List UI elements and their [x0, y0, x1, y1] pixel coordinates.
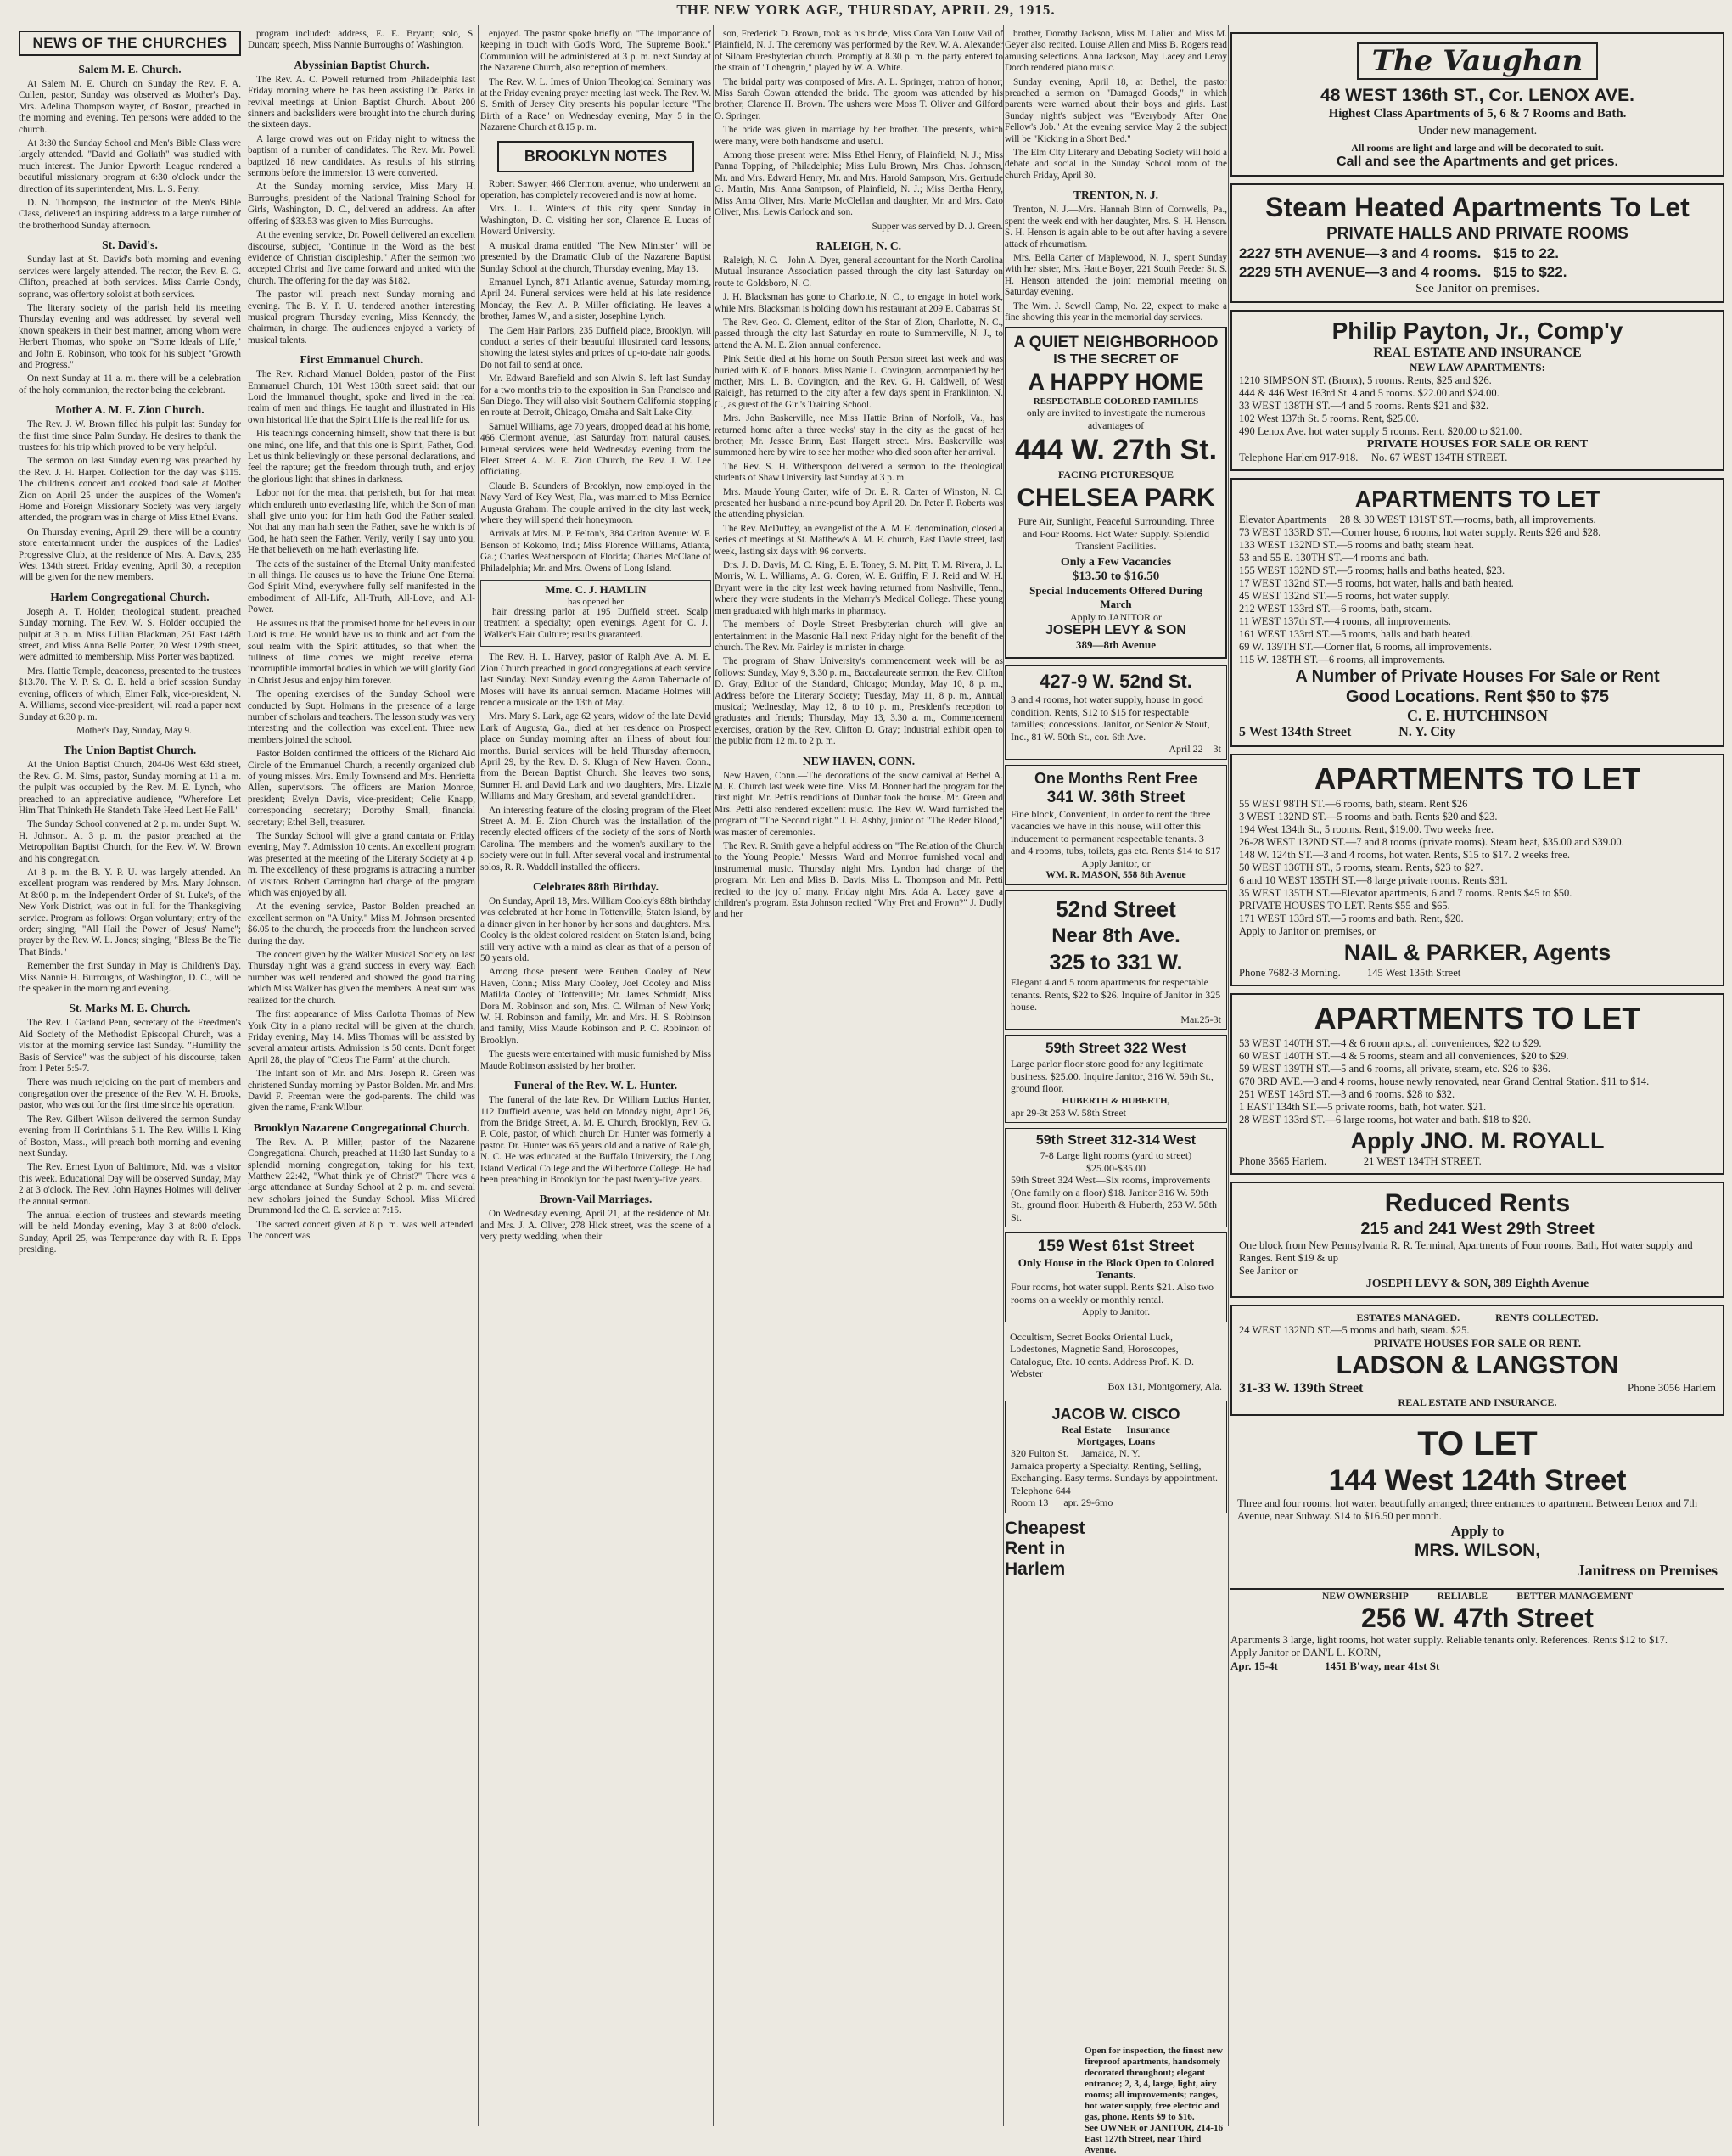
article-paragraph: program included: address, E. E. Bryant; solo, S. Duncan; speech, Miss Nannie Burroughs of Washington. [248, 29, 475, 51]
article-paragraph: Supper was served by D. J. Green. [872, 221, 1003, 232]
article-paragraph: The bride was given in marriage by her brother. The presents, which were many, were both handsome and useful. [715, 125, 1003, 147]
ad-line: Mortgages, Loans [1077, 1435, 1155, 1448]
article-paragraph: The annual election of trustees and stewards meeting will be held Monday evening, May 3 at 8:00 o'clock. Sunday, April 25, was Temperance day with R. F. Epps presiding. [19, 1210, 241, 1255]
article-heading: Salem M. E. Church. [78, 63, 182, 76]
article-paragraph: The Rev. Ernest Lyon of Baltimore, Md. was a visitor this week. Educational Day will be observed Sunday, May 2 at 3 o'clock. The Rev. John Haynes Holmes will deliver the annual sermon. [19, 1162, 241, 1207]
ad-line: 7-8 Large light rooms (yard to street) $25.00-$35.00 [1040, 1149, 1192, 1174]
article-paragraph: Robert Sawyer, 466 Clermont avenue, who underwent an operation, has completely recovered and is now at home. [480, 178, 711, 201]
listing-line: 148 W. 124th ST.—3 and 4 rooms, hot water. Rents, $15 to $17. 2 weeks free. [1239, 849, 1571, 861]
listing-line: 35 WEST 135TH ST.—Elevator apartments, 6 and 7 rooms. Rents $45 to $50. [1239, 887, 1572, 899]
article-paragraph: The Rev. W. L. Imes of Union Theological Seminary was at the Friday evening prayer meeting last week. The Rev. W. S. Smith of Jersey City presents his popular lecture "The Birth of a Race" on Wednesday evening, May 5 in the Nazarene Church at 8.15 p. m. [480, 76, 711, 133]
article-paragraph: The guests were entertained with music furnished by Miss Maude Robinson assisted by her brother. [480, 1049, 711, 1071]
ad-steam-heated [1230, 183, 1724, 303]
notice-body: hair dressing parlor at 195 Duffield street. Scalp treatment a specialty; open evenings. Agent for C. J. Walker's Hair Culture; results guaranteed. [484, 607, 708, 640]
article-paragraph: The Rev. H. L. Harvey, pastor of Ralph Ave. A. M. E. Zion Church preached in good congregations at each service last Sunday. Next Sunday evening the Aaron Tabernacle of Moses will have its annual sermon. Madame Holmes will render a musicale on the 13th of May. [480, 652, 711, 708]
article-heading: The Union Baptist Church. [63, 744, 197, 757]
listing-line: 670 3RD AVE.—3 and 4 rooms, house newly renovated, near Grand Central Station. $11 to $14. [1239, 1075, 1650, 1087]
listing-line: 45 WEST 132nd ST.—5 rooms, hot water supply. [1239, 590, 1450, 602]
ad-line: PRIVATE HALLS AND PRIVATE ROOMS [1326, 225, 1628, 243]
ad-341-west-36th [1005, 765, 1227, 886]
ad-line: A HAPPY HOME [1028, 369, 1204, 396]
article-paragraph: The Rev. McDuffey, an evangelist of the A. M. E. denomination, closed a series of meetings at St. Matthew's A. M. E. church, East Davie street, last week, lasting six days with 96 converts. [715, 523, 1003, 557]
listing-line: Phone 3565 Harlem. 21 WEST 134TH STREET. [1239, 1155, 1482, 1167]
article-heading: First Emmanuel Church. [300, 353, 423, 367]
article-paragraph: The sermon on last Sunday evening was preached by the Rev. J. H. Harper. Collection for the day was $115. The children's concert and cooked food sale at Mother Zion on April 25 under the auspices of the Women's Home and Foreign Missionary Society was very largely attended, the program was in charge of Miss Ethel Evans. [19, 456, 241, 524]
listing-line: 171 WEST 133rd ST.—5 rooms and bath. Rent, $20. [1239, 912, 1464, 924]
ad-line: Mar.25-3t [1180, 1013, 1221, 1025]
brooklyn-notes-heading: BROOKLYN NOTES [497, 141, 694, 172]
listing-line: 28 WEST 133rd ST.—6 large rooms, hot water and bath. $18 to $20. [1239, 1114, 1532, 1126]
listing-line: 55 WEST 98TH ST.—6 rooms, bath, steam. Rent $26 [1239, 798, 1468, 810]
ad-line: WM. R. MASON, 558 8th Avenue [1045, 870, 1186, 881]
article-heading: Funeral of the Rev. W. L. Hunter. [513, 1079, 678, 1092]
ad-line: 52nd Street [1056, 896, 1176, 923]
article-paragraph: Claude B. Saunders of Brooklyn, now employed in the Navy Yard of Key West, Fla., was married to Miss Bernice Augusta Graham. The couple arrived in the city last week, where they will spend their honeymoon. [480, 480, 711, 526]
article-paragraph: The Rev. S. H. Witherspoon delivered a sermon to the theological students of Shaw University last Sunday at 3 p. m. [715, 461, 1003, 484]
article-heading: NEW HAVEN, CONN. [802, 754, 916, 767]
ad-line: 5 West 134th Street N. Y. City [1239, 725, 1455, 739]
article-heading: Brooklyn Nazarene Congregational Church. [253, 1120, 470, 1134]
article-paragraph: Mrs. Hattie Temple, deaconess, presented to the trustees $13.70. The Y. P. S. C. E. held a brief session Sunday evening, officers of which, Elmer Falk, vice-president, N. A. Williams, second vice-president, will read a paper next Sunday at 6:30 p. m. [19, 665, 241, 722]
article-paragraph: The Gem Hair Parlors, 235 Duffield place, Brooklyn, will conduct a series of their beautiful illustrated card lessons, showing the latest styles and prices of up-to-date hair goods. Do not fail to send at once. [480, 325, 711, 370]
article-paragraph: Mr. Edward Barefield and son Alwin S. left last Sunday for a two months trip to the exposition in San Francisco and San Diego. They will also visit Southern California stopping en route at Detroit, Chicago, Omaha and Salt Lake City. [480, 373, 711, 418]
ad-line: Apply to [1450, 1523, 1505, 1539]
ad-line: 2229 5TH AVENUE—3 and 4 rooms. $15 to $22. [1239, 264, 1567, 280]
listing-line: 33 WEST 138TH ST.—4 and 5 rooms. Rents $21 and $32. [1239, 400, 1489, 412]
ad-line: JACOB W. CISCO [1051, 1406, 1180, 1423]
ad-line: 144 West 124th Street [1328, 1464, 1627, 1496]
listing-line: 1210 SIMPSON ST. (Bronx), 5 rooms. Rents, $25 and $26. [1239, 374, 1492, 386]
ad-line: Apr. 15-4t 1451 B'way, near 41st St [1230, 1659, 1440, 1672]
article-heading: Mother A. M. E. Zion Church. [55, 403, 205, 417]
ad-52nd-street [1005, 890, 1227, 1030]
listing-line: 115 W. 138TH ST.—6 rooms, all improvements. [1239, 654, 1446, 665]
ad-line: NEW LAW APARTMENTS: [1410, 361, 1545, 373]
ad-line: Good Locations. Rent $50 to $75 [1345, 688, 1610, 706]
article-paragraph: Remember the first Sunday in May is Children's Day. Miss Nannie H. Burroughs, of Washington, D. C., will be the speaker in the morning and evening. [19, 961, 241, 995]
vaughan-logo: The Vaughan [1357, 42, 1599, 80]
article-paragraph: New Haven, Conn.—The decorations of the snow carnival at Bethel A. M. E. Church last week were fine. Miss M. Bonner had the program for the first night. Mr. Petti's renditions of Dunbar took the house. Mr. Green and Mrs. Petti also rendered excellent music. The Rev. W. Ward furnished the program of "The Second night." J. H. Ashby, junior of "The Reder Blood," was master of ceremonies. [715, 770, 1003, 838]
article-paragraph: His teachings concerning himself, show that there is but one mind, one life, and that this one is Spirit, Father, God. Let us think believingly on these personal declarations, and feel the rapture; get the freedom through truth, and enjoy the glorious light that shines in darkness. [248, 429, 475, 485]
article-heading: Brown-Vail Marriages. [539, 1193, 653, 1206]
ad-line: Janitress on Premises [1577, 1562, 1718, 1579]
ad-line: 59th Street 322 West [1045, 1040, 1186, 1057]
article-paragraph: On next Sunday at 11 a. m. there will be a celebration of the holy communion, the rector being the celebrant. [19, 373, 241, 396]
ad-the-vaughan [1230, 32, 1724, 177]
ad-line: A QUIET NEIGHBORHOOD [1013, 334, 1219, 352]
article-paragraph: brother, Dorothy Jackson, Miss M. Lalieu and Miss M. Geyer also recited. Louise Allen and Miss B. Rogers read amusing selections. Anna Jackson, May Lacey and Leroy Dorch rendered piano music. [1005, 29, 1227, 74]
ad-chelsea-park [1005, 327, 1227, 659]
column-6 [1230, 29, 1724, 2125]
ad-line: 320 Fulton St. Jamaica, N. Y. [1011, 1447, 1141, 1460]
listing-line: One block from New Pennsylvania R. R. Terminal, Apartments of Four rooms, Bath, Hot water supply and Ranges. Rent $19 & up [1239, 1239, 1693, 1264]
article-paragraph: The Rev. J. W. Brown filled his pulpit last Sunday for the first time since Palm Sunday. He desires to thank the trustees for his trip which proved to be very helpful. [19, 419, 241, 452]
ad-line: NEW OWNERSHIP RELIABLE BETTER MANAGEMENT [1322, 1592, 1633, 1602]
article-paragraph: The Rev. Richard Manuel Bolden, pastor of the First Emmanuel Church, 101 West 130th street said: that our Lord the Immanuel thought, spoke and lived in the real realm of men and things. He taught and illustrated in His own historical life that the Spirit Life is the real life for us. [248, 369, 475, 425]
article-heading: Abyssinian Baptist Church. [294, 58, 429, 71]
article-paragraph: At the evening service, Pastor Bolden preached an excellent sermon on "A Unity." Miss M. Johnson presented $6.05 to the church, the proceeds from the luncheon served during the day. [248, 901, 475, 946]
ad-line: PRIVATE HOUSES FOR SALE OR RENT. [1373, 1337, 1582, 1350]
ad-line: Fine block, Convenient, In order to rent the three vacancies we have in this house, will offer this inducement to permanent respectable tenants. 3 and 4 rooms, tubs, toilets, gas etc. Rents $14 to $17 [1011, 807, 1221, 857]
article-paragraph: The opening exercises of the Sunday School were conducted by Supt. Holmans in the presence of a large number of scholars and teachers. The lesson study was very interesting and the collection was excellent. Three new members joined the school. [248, 689, 475, 745]
article-paragraph: An interesting feature of the closing program of the Fleet Street A. M. E. Zion Church was the installation of the recently elected officers of the society of the sons of North Carolina. The members and the women's auxiliary to the society were out in full. After several vocal and instrumental solos, R. R. Waddell installed the officers. [480, 805, 711, 873]
ad-line: Special Inducements Offered During March [1029, 583, 1202, 610]
article-paragraph: The Elm City Literary and Debating Society will hold a debate and social in the Sunday School room of the church Friday, April 30. [1005, 148, 1227, 181]
listing-line: 24 WEST 132ND ST.—5 rooms and bath, steam. $25. [1239, 1324, 1470, 1336]
ad-line: APARTMENTS TO LET [1354, 486, 1600, 512]
ad-line: Room 13 apr. 29-6mo [1011, 1496, 1113, 1509]
ad-59th-street-322 [1005, 1035, 1227, 1123]
ad-reduced-rents [1230, 1182, 1724, 1298]
notice-subtitle: has opened her [568, 597, 624, 608]
ad-line: See Janitor on premises. [1415, 282, 1539, 295]
article-paragraph: The Rev. I. Garland Penn, secretary of the Freedmen's Aid Society of the Methodist Episcopal Church, was a visitor at the morning service last Sunday. "Humility the Basis of Service" was the subject of his discourse, taken from I Peter 5:5-7. [19, 1018, 241, 1075]
listing-line: 490 Lenox Ave. hot water supply 5 rooms. Rent, $20.00 to $21.00. [1239, 425, 1522, 437]
ad-ladson-langston [1230, 1305, 1724, 1416]
ad-line: Elegant 4 and 5 room apartments for respectable tenants. Rents, $22 to $26. Inquire of Janitor in 325 house. [1011, 976, 1221, 1013]
ad-line: NAIL & PARKER, Agents [1343, 940, 1611, 965]
listing-line: Apartments 3 large, light rooms, hot water supply. Reliable tenants only. References. Rents $12 to $17. [1230, 1634, 1668, 1646]
ad-line: apr 29-3t 253 W. 58th Street [1011, 1106, 1126, 1119]
ad-philip-payton [1230, 310, 1724, 471]
article-paragraph: The literary society of the parish held its meeting Thursday evening and was addressed by several well known speakers in their best manner, among whom were Herbert Thomas, who spoke on "Some Ideals of Life," and John E. Robinson, who took for his subject "Growth and Progress." [19, 302, 241, 370]
ad-line: April 22—3t [1169, 743, 1221, 755]
listing-line: Apply Janitor or DAN'L L. KORN, [1230, 1647, 1382, 1659]
ad-line: Occultism, Secret Books Oriental Luck, Lodestones, Magnetic Sand, Horoscopes, Catalogue, Etc. 10 cents. Address Prof. K. D. Webster [1010, 1330, 1194, 1380]
article-paragraph: The members of Doyle Street Presbyterian church will give an entertainment in the Masonic Hall next Friday night for the benefit of the church. The Rev. Mr. Fairley is minister in charge. [715, 620, 1003, 653]
listing-line: 212 WEST 133rd ST.—6 rooms, bath, steam. [1239, 603, 1432, 615]
article-paragraph: Arrivals at Mrs. M. P. Felton's, 384 Carlton Avenue: W. F. Benson of Kokomo, Ind.; Miss Florence Williams, Atlanta, Ga.; Charles Weatherspoon of Florida; Charles McClane of Philadelphia; Mr. and Mrs. Owens of Long Island. [480, 529, 711, 574]
ad-144-west-124th [1230, 1423, 1724, 1581]
listing-line: 73 WEST 133RD ST.—Corner house, 6 rooms, hot water supply. Rents $26 and $28. [1239, 526, 1601, 538]
ad-line: Real Estate Insurance [1062, 1423, 1170, 1436]
news-of-churches-banner: NEWS OF THE CHURCHES [19, 31, 241, 56]
article-paragraph: The acts of the sustainer of the Eternal Unity manifested in all things. He causes us to have the Triune One Eternal God Spirit Mind, everywhere fully self manifested in the embodiment of All-Life, All-Truth, All-Love, and All-Power. [248, 559, 475, 615]
ad-59th-street-312 [1005, 1128, 1227, 1227]
ad-cheapest-rent [1005, 1519, 1227, 1580]
cheapest-rent-block [1005, 1519, 1083, 1580]
article-paragraph: At 8 p. m. the B. Y. P. U. was largely attended. An excellent program was rendered by Mrs. Mary Johnson. At 8:00 p. m. the Independent Order of St. Luke's, of the New York District, was out in full for the Thanksgiving service. Program as follows: Organ voluntary; entry of the order; singing, "All Hail the Power of Jesus' Name"; prayer by the Rev. W. L. Jones; singing, "Bless Be the Tie That Binds." [19, 867, 241, 957]
article-paragraph: Trenton, N. J.—Mrs. Hannah Binn of Cornwells, Pa., spent the week end with her daughter, Mrs. S. H. Henson. S. H. Henson is again able to be out after having a severe attack of rheumatism. [1005, 205, 1227, 250]
ad-line: Rent in [1005, 1538, 1066, 1558]
ad-line: Only House in the Block Open to Colored Tenants. [1017, 1256, 1214, 1282]
article-paragraph: At the evening service, Dr. Powell delivered an excellent discourse, subject, "Continue in the Word as the best evidence of Christian discipleship." After the sermon two accepted Christ and five came forward and united with the church. The offering for the day was $182. [248, 230, 475, 286]
ad-line: $13.50 to $16.50 [1072, 569, 1160, 583]
article-paragraph: Mrs. Mary S. Lark, age 62 years, widow of the late David Lark of Augusta, Ga., died at her residence on Prospect place on Sunday morning after an illness of about four months. Burial services will be held Thursday afternoon, April 29, by the Rev. D. S. Klugh of New Haven, Conn., from the Berean Baptist Church. She leaves two sons, Sumner H. and David Lark and two daughters, Mrs. Lizzie Williams and Mary Gresham, and several grandchildren. [480, 711, 711, 802]
article-paragraph: Labor not for the meat that perisheth, but for that meat which endureth unto everlasting life, which the Son of man shall give unto you: for him hath God the Father sealed. Not that any man hath seen the Father, save he which is of God, he hath seen the Father. Verily, verily I say unto you, He that believeth on me hath everlasting life. [248, 488, 475, 556]
column-3 [480, 29, 711, 2125]
ad-line: Phone 3056 Harlem [1628, 1381, 1716, 1394]
ad-line: 2227 5TH AVENUE—3 and 4 rooms. $15 to 22. [1239, 245, 1559, 261]
listing-line: 53 WEST 140TH ST.—4 & 6 room apts., all conveniences, $22 to $29. [1239, 1037, 1542, 1049]
article-paragraph: J. H. Blacksman has gone to Charlotte, N. C., to engage in hotel work, while Mrs. Blacksman is holding down his restaurant at 209 E. Cabarras St. [715, 292, 1003, 314]
ad-hutchinson [1230, 478, 1724, 747]
article-paragraph: The Sunday School will give a grand cantata on Friday evening, May 7. Admission 10 cents. An excellent program was presented at the meeting of the Literary Society at 4 p. m. The excellency of these programs is attracting a number of visitors. Robert Carrington had charge of the program which was enjoyed by all. [248, 831, 475, 899]
ad-line: 59th Street 324 West—Six rooms, improvements (One family on a floor) $18. Janitor 316 W. 59th St., ground floor. Huberth & Huberth, 253 W. 58th St. [1011, 1174, 1217, 1223]
article-paragraph: On Thursday evening, April 29, there will be a country store entertainment under the auspices of the Ladies' Progressive Club, at the residence of Mrs. A. Davis, 235 West 134th street. Friday evening, April 30, a reception will be given for the new members. [19, 526, 241, 583]
ad-royall [1230, 993, 1724, 1175]
ad-line: 325 to 331 W. [1049, 951, 1183, 975]
ad-line: JOSEPH LEVY & SON [1045, 623, 1186, 638]
ad-line: 3 and 4 rooms, hot water supply, house in good condition. Rents, $12 to $15 for respectable families; concessions. Janitor, or Senior & Stout, Inc., 81 W. 50th St., cor. 6th Ave. [1011, 693, 1210, 743]
ad-line: HUBERTH & HUBERTH, [1062, 1095, 1170, 1106]
article-paragraph: Raleigh, N. C.—John A. Dyer, general accountant for the North Carolina Mutual Insurance Association passed through the city last Saturday on route to Goldsboro, N. C. [715, 255, 1003, 289]
ad-427-west-52nd [1005, 665, 1227, 760]
ad-line: Highest Class Apartments of 5, 6 & 7 Rooms and Bath. [1328, 107, 1627, 121]
ad-line: APARTMENTS TO LET [1314, 761, 1641, 796]
ad-line: 389—8th Avenue [1075, 638, 1156, 652]
listing-line: 6 and 10 WEST 135TH ST.—8 large private rooms. Rents $31. [1239, 874, 1508, 886]
article-paragraph: At the Union Baptist Church, 204-06 West 63d street, the Rev. G. M. Sims, pastor, Sunday morning at 11 a. m. the pulpit was occupied by the Rev. M. E. Lynch, who preached to an appreciative audience, "Wherefore Let Him That Thinketh He Standeth Take Heed Lest He Fall." [19, 760, 241, 816]
listing-line: 53 and 55 E. 130TH ST.—4 rooms and bath. [1239, 552, 1429, 564]
ad-line: 427-9 W. 52nd St. [1040, 671, 1192, 693]
ladson-address-row [1239, 1381, 1716, 1396]
article-paragraph: enjoyed. The pastor spoke briefly on "The importance of keeping in touch with God's Word, The Supreme Book." Communion will be administered at 3 p. m. next Sunday at the Nazarene Church, also reception of members. [480, 29, 711, 74]
ad-line: 215 and 241 West 29th Street [1360, 1220, 1595, 1238]
article-paragraph: Mrs. Maude Young Carter, wife of Dr. E. R. Carter of Winston, N. C. presented her husband a nine-pound boy April 20. Dr. Peter F. Roberts was the attending physician. [715, 486, 1003, 520]
ad-line: FACING PICTURESQUE [1057, 469, 1174, 481]
ad-line: A Number of Private Houses For Sale or Rent [1295, 667, 1660, 686]
ad-256-west-47th [1230, 1588, 1724, 1675]
article-paragraph: The Sunday School convened at 2 p. m. under Supt. W. H. Johnson. At 3 p. m. the pastor preached at the Metropolitan Baptist Church, for the Rev. W. W. Brown and his congregation. [19, 819, 241, 864]
article-paragraph: son, Frederick D. Brown, took as his bride, Miss Cora Van Louw Vail of Plainfield, N. J. The ceremony was performed by the Rev. W. A. Alexander of Siloam Presbyterian church. Promptly at 8.30 p. m. the party entered to the strain of "Lohengrin," played by W. A. White. [715, 29, 1003, 74]
column-4 [715, 29, 1003, 2125]
listing-line: 11 WEST 137th ST.—4 rooms, all improvements. [1239, 615, 1451, 627]
listing-line: 26-28 WEST 132ND ST.—7 and 8 rooms (private rooms). Steam heat, $35.00 and $39.00. [1239, 836, 1624, 848]
article-paragraph: The Rev. Geo. C. Clement, editor of the Star of Zion, Charlotte, N. C., passed through the city last Saturday en route to Summerville, N. J., to attend the A. M. E. Zion annual conference. [715, 317, 1003, 351]
ad-line: All rooms are light and large and will be decorated to suit. [1351, 142, 1604, 154]
ad-occultism [1005, 1328, 1227, 1396]
ad-line: PRIVATE HOUSES FOR SALE OR RENT [1366, 438, 1589, 451]
ad-line: C. E. HUTCHINSON [1406, 707, 1549, 724]
listing-line: 155 WEST 132ND ST.—5 rooms; halls and baths heated, $23. [1239, 564, 1505, 576]
ad-line: RESPECTABLE COLORED FAMILIES [1033, 396, 1199, 407]
article-paragraph: The Rev. A. C. Powell returned from Philadelphia last Friday morning where he has been assisting Dr. Parks in revival meetings at Union Baptist Church. About 200 sinners and backsliders were brought into the church during the sixteen days. [248, 74, 475, 131]
article-paragraph: The Rev. A. P. Miller, pastor of the Nazarene Congregational Church, preached at 11:30 last Sunday to a splendid morning congregation, taking for his text, Matthew 22:42, "What think ye of Christ?" There was a large attendance at Sunday School at 2 p. m. and several new scholars joined the Sunday School. Miss Mildred Drummond led the C. E. service at 7:15. [248, 1137, 475, 1216]
ad-line: REAL ESTATE AND INSURANCE [1373, 345, 1582, 360]
ad-line: TO LET [1417, 1425, 1538, 1463]
article-paragraph: At the Sunday morning service, Miss Mary H. Burroughs, president of the National Training School for Girls, Washington, D. C., delivered an address. An after offering of $33.53 was given to Miss Burroughs. [248, 182, 475, 227]
listing-line: 50 WEST 136TH ST., 5 rooms, steam. Rents, $23 to $27. [1239, 862, 1483, 873]
notice-title: Mme. C. J. HAMLIN [545, 583, 647, 597]
listing-line: 194 West 134th St., 5 rooms. Rent, $19.00. Two weeks free. [1239, 823, 1494, 835]
ad-line: REAL ESTATE AND INSURANCE. [1398, 1396, 1557, 1408]
article-paragraph: A musical drama entitled "The New Minister" will be presented by the Dramatic Club of the Nazarene Baptist Sunday School at the church, Thursday evening, May 13. [480, 240, 711, 274]
article-paragraph: Mrs. Bella Carter of Maplewood, N. J., spent Sunday with her sister, Mrs. Hattie Boyer, 221 South Feeder St. S. H. Henson attended the joint memorial meeting on Saturday evening. [1005, 252, 1227, 298]
ad-line: 31-33 W. 139th Street [1239, 1381, 1364, 1395]
article-paragraph: The sacred concert given at 8 p. m. was well attended. The concert was [248, 1219, 475, 1241]
ad-open-for-inspection [1085, 2046, 1227, 2155]
column-5 [1005, 29, 1227, 2125]
ad-159-west-61st [1005, 1232, 1227, 1322]
article-paragraph: He assures us that the promised home for believers in our Lord is true. He would have us to think and act from the soul realm with the Spirit attitudes, so that when the fullness of time comes we might receive eternal incorruptible immortal bodies in which we will glorify God in Christ Jesus and enjoy him forever. [248, 618, 475, 686]
article-heading: Harlem Congregational Church. [50, 590, 210, 604]
listing-line: 161 WEST 133rd ST.—5 rooms, halls and bath heated. [1239, 628, 1473, 640]
ad-line: Four rooms, hot water suppl. Rents $21. Also two rooms on a weekly or monthly rental. [1011, 1281, 1214, 1305]
ad-nail-parker [1230, 754, 1724, 986]
ad-line: Reduced Rents [1384, 1189, 1571, 1217]
ad-line: See OWNER or JANITOR, 214-16 East 127th Street, near Third Avenue. [1085, 2123, 1224, 2155]
listing-line: Telephone Harlem 917-918. No. 67 WEST 134TH STREET. [1239, 452, 1508, 463]
article-paragraph: Among those present were Reuben Cooley of New Haven, Conn.; Miss Mary Cooley, Joel Cooley and Miss Matilda Cooley of Tottenville; Mr. James Schmidt, Miss Dora M. Robinson and son, Mrs. C. Wilman of New York; W. H. Robinson and family, Mr. and Mrs. H. S. Robinson and family, Miss Maude Robinson and P. C. Robinson of Brooklyn. [480, 967, 711, 1046]
ad-line: Cheapest [1005, 1518, 1085, 1538]
ad-line: Large parlor floor store good for any legitimate business. $25.00. Inquire Janitor, 316 W. 59th St., ground floor. [1011, 1058, 1214, 1095]
ad-line: Apply JNO. M. ROYALL [1350, 1128, 1605, 1154]
ad-line: Philip Payton, Jr., Comp'y [1331, 317, 1623, 344]
article-paragraph: On Wednesday evening, April 21, at the residence of Mr. and Mrs. J. A. Oliver, 278 Hick street, was the scene of a very pretty wedding, when their [480, 1209, 711, 1243]
listing-line: Phone 7682-3 Morning. 145 West 135th Street [1239, 967, 1461, 979]
article-paragraph: The concert given by the Walker Musical Society on last Thursday night was a grand success in every way. Each number was well rendered and showed the good training which Miss Walker has given the members. A neat sum was realized for the church. [248, 950, 475, 1006]
article-paragraph: At Salem M. E. Church on Sunday the Rev. F. A. Cullen, pastor, Sunday was observed as Mother's Day. Mrs. Adelina Thompson wayter, of Boston, preached in the morning and evening. Ten persons were added to the church. [19, 79, 241, 135]
article-paragraph: There was much rejoicing on the part of members and congregation over the presence of the Rev. W. H. Brooks, pastor, who was out for the first time since his operation. [19, 1077, 241, 1111]
ad-line: 444 W. 27th St. [1014, 434, 1218, 467]
ad-line: Box 131, Montgomery, Ala. [1107, 1379, 1222, 1392]
article-paragraph: Samuel Williams, age 70 years, dropped dead at his home, 466 Clermont avenue, last Saturday from natural causes. Funeral services were held Wednesday evening from the Fleet Street A. M. E. Zion Church, the Rev. J. W. Lee officiating. [480, 421, 711, 478]
ad-line: Near 8th Ave. [1051, 924, 1180, 948]
article-paragraph: Pastor Bolden confirmed the officers of the Richard Aid Circle of the Emmanuel Church, a recently organized club of young misses. Mrs. Emily Townsend and Mrs. Henrietta Allen, supervisors. The officers are Marion Monroe, president; Evelyn Davis, vice-president; Celie Knapp, corresponding secretary; Dorothy Small, financial secretary; Ethel Bell, treasurer. [248, 749, 475, 828]
masthead: THE NEW YORK AGE, THURSDAY, APRIL 29, 1915. [676, 2, 1056, 18]
hamlin-notice [480, 580, 711, 647]
ad-line: MRS. WILSON, [1414, 1541, 1541, 1560]
ad-line: One Months Rent Free [1034, 769, 1197, 787]
ad-line: IS THE SECRET OF [1053, 352, 1179, 368]
ad-line: Apply to Janitor. [1081, 1305, 1151, 1318]
article-paragraph: The first appearance of Miss Carlotta Thomas of New York City in a piano recital will be given at the church, Friday evening, May 14. Miss Thomas will be assisted by several amateur artists. Admission is 50 cents. Don't forget April 28, the play of "Cleos The Farm" at the church. [248, 1009, 475, 1065]
ad-line: ESTATES MANAGED. RENTS COLLECTED. [1356, 1311, 1599, 1323]
ad-line: Only a Few Vacancies [1060, 555, 1172, 569]
article-paragraph: The program of Shaw University's commencement week will be as follows: Sunday, May 9, 3.30 p. m., Baccalaureate sermon, the Rev. Clifton D. Gray, Editor of the Standard, Chicago; Monday, May 10, 8 p. m., Address before the Literary Society; Tuesday, May 11, 8 p. m., Annual musical; Wednesday, May 12, 8 to 10 p. m., President's reception to graduates and friends; Thursday, May 13, 3.30 a. m., Commencement exercises, oration by the Rev. Clifton D. Gray; Industrial exhibit open to the public from 12 m. to 2 p. m. [715, 656, 1003, 747]
listing-line: 60 WEST 140TH ST.—4 & 5 rooms, steam and all conveniences, $20 to $29. [1239, 1050, 1569, 1062]
listing-line: See Janitor or [1239, 1265, 1298, 1277]
article-heading: RALEIGH, N. C. [816, 239, 902, 252]
listing-line: Three and four rooms; hot water, beautifully arranged; three entrances to apartment. Between Lenox and 7th Avenue, near Subway. $14 to $16.50 per month. [1237, 1497, 1697, 1522]
article-paragraph: Sunday evening, April 18, at Bethel, the pastor preached a sermon on "Damaged Goods," in which parents were warned about their boys and girls. Last Sunday night's subject was "Everybody After One Fellow's Job." At the evening service May 2 the subject will be "Kicking in a Short Bed." [1005, 76, 1227, 144]
article-paragraph: Mother's Day, Sunday, May 9. [76, 725, 192, 736]
ad-line: Under new management. [1417, 125, 1538, 138]
ad-line: Call and see the Apartments and get prices. [1337, 154, 1618, 169]
article-paragraph: Among those present were: Miss Ethel Henry, of Plainfield, N. J.; Miss Panna Topping, of Philadelphia; Miss Lulu Brown, Mrs. Chas. Johnson, Mr. and Mrs. Edward Henry, Mr. and Mrs. Harold Sampson, Mrs. Gertrude G. Martin, Mrs. Anna Sampson, of Plainfield, N. J.; Miss Bertha Henry, Miss Anna Oliver, Mrs. Marie McClellan and daughter, Mr. and Mrs. Cato Oliver, Mrs. Lewis Carlock and son. [715, 150, 1003, 218]
ad-line: Steam Heated Apartments To Let [1265, 192, 1690, 222]
ad-line: only are invited to investigate the numerous advantages of [1026, 407, 1206, 431]
article-paragraph: The Rev. R. Smith gave a helpful address on "The Relation of the Church to the Young People." Messrs. Ward and Monroe furnished vocal and instrumental music. Thursday night Mrs. Lyndon had charge of the program. Mr. Len and Miss B. Davis, Miss L. Thompson and Mr. Petti recited to the joy of many. Friday night Mrs. Ada A. Lacey gave a children's program. Esta Johnson recited "Why Fret and Frown?" J. Dudly and her [715, 841, 1003, 920]
listing-line: 17 WEST 132nd ST.—5 rooms, hot water, halls and bath heated. [1239, 577, 1514, 589]
listing-line: 59 WEST 139TH ST.—5 and 6 rooms, all private, steam, etc. $26 to $36. [1239, 1063, 1550, 1075]
ad-line: 159 West 61st Street [1037, 1238, 1195, 1256]
column-2 [248, 29, 475, 2125]
ad-line: 59th Street 312-314 West [1035, 1133, 1197, 1148]
article-paragraph: Drs. J. D. Davis, M. C. King, E. E. Toney, S. M. Pitt, T. M. Rivera, J. L. Morris, W. L. Williams, A. G. Coren, W. E. Griffin, F. J. Reid and W. H. Bryant were in the city last week having returned from Nashville, Tenn., where they were students in the Meharry's Medical College. These young men graduated with high marks in pharmacy. [715, 560, 1003, 616]
article-paragraph: The infant son of Mr. and Mrs. Joseph R. Green was christened Sunday morning by Pastor Bolden. Mr. and Mrs. David F. Freeman were the god-parents. The child was given the name, Frank Wilbur. [248, 1069, 475, 1114]
ad-line: APARTMENTS TO LET [1314, 1001, 1641, 1036]
ad-line: Apply Janitor, or [1081, 856, 1151, 869]
ad-line: CHELSEA PARK [1017, 484, 1215, 513]
ad-line: 341 W. 36th Street [1046, 788, 1185, 806]
column-1 [19, 29, 241, 2125]
ad-line: Jamaica property a Specialty. Renting, Selling, Exchanging. Easy terms. Sundays by appointment. Telephone 644 [1011, 1459, 1218, 1496]
article-paragraph: At 3:30 the Sunday School and Men's Bible Class were largely attended. "David and Goliath" was studied with much interest. The Junior Epworth League rendered a beautiful missionary program at 6:30 o'clock under the direction of its superintendent, Mrs. L. S. Perry. [19, 138, 241, 194]
article-paragraph: D. N. Thompson, the instructor of the Men's Bible Class, delivered an inspiring address to a large number of the brotherhood Sunday afternoon. [19, 198, 241, 231]
article-paragraph: On Sunday, April 18, Mrs. William Cooley's 88th birthday was celebrated at her home in Tottenville, Staten Island, by a dinner given in her honor by her sons and daughters. Mrs. Cooley is the oldest colored resident on Staten Island, being still very active with a mind as clear as that of a person of 50 years old. [480, 896, 711, 964]
ad-line: LADSON & LANGSTON [1336, 1351, 1619, 1379]
listing-line: 251 WEST 143rd ST.—3 and 6 rooms. $28 to $32. [1239, 1088, 1455, 1100]
article-paragraph: The bridal party was composed of Mrs. A. L. Springer, matron of honor; Miss Sarah Cowan attended the bride. The groom was attended by his brother, Clarence H. Brown. The ushers were Moss T. Oliver and Gilford O. Springer. [715, 76, 1003, 121]
ad-line: Harlem [1005, 1558, 1066, 1579]
ad-line: Pure Air, Sunlight, Peaceful Surrounding. Three and Four Rooms. Hot Water Supply. Splendid Transient Facilities. [1017, 515, 1214, 553]
article-heading: TRENTON, N. J. [1073, 188, 1158, 202]
listing-line: Elevator Apartments 28 & 30 WEST 131ST ST.—rooms, bath, all improvements. [1239, 514, 1596, 525]
listing-line: PRIVATE HOUSES TO LET. Rents $55 and $65. [1239, 900, 1450, 912]
listing-line: 102 West 137th St. 5 rooms. Rent, $25.00. [1239, 413, 1419, 424]
listing-line: 1 EAST 134th ST.—5 private rooms, bath, hot water. $21. [1239, 1101, 1487, 1113]
listing-line: Apply to Janitor on premises, or [1239, 925, 1376, 937]
article-heading: St. Marks M. E. Church. [69, 1002, 191, 1015]
article-paragraph: The funeral of the late Rev. Dr. William Lucius Hunter, 112 Duffield avenue, was held on Monday night, April 26, from the Bridge Street, A. M. E. Church, Brooklyn, Rev. G. P. Cole, pastor, of which church Dr. Hunter was formerly a pastor. Dr. Hunter was 65 years old and a native of Raleigh, N. C. He was educated at the Buffalo University, the Long Island Medical College and the Wilberforce College. He had been preaching in Brooklyn for the past twenty-five years. [480, 1095, 711, 1185]
article-paragraph: Pink Settle died at his home on South Person street last week and was buried with K. of P. honors. Miss Nanie L. Covington, accompanied by her mother, Mrs. L. B. Covington, and the Rev. G. H. Caldwell, of West Raleigh, has returned to the city after a few days spent in Franklinton, N. C., as guest of the Girl's Training School. [715, 354, 1003, 410]
article-paragraph: Joseph A. T. Holder, theological student, preached Sunday morning. The Rev. W. S. Holder occupied the pulpit at 3 p. m. Miss Lillian Blackman, 251 East 148th street, and Miss Anna Belle Porter, 20 West 129th street, were admitted to membership. Miss Porter was baptized. [19, 606, 241, 663]
listing-line: 69 W. 139TH ST.—Corner flat, 6 rooms, all improvements. [1239, 641, 1492, 653]
article-paragraph: Emanuel Lynch, 871 Atlantic avenue, Saturday morning, April 24. Funeral services were held at his late residence Monday, the Rev. A. P. Miller officiating. He leaves a brother, James W., and a sister, Josephine Lynch. [480, 277, 711, 323]
ad-line: Open for inspection, the finest new fireproof apartments, handsomely decorated throughout; elegant entrance; 2, 3, 4, large, light, airy rooms; all improvements; ranges, hot water supply, free electric and gas, phone. Rents $9 to $16. [1085, 2046, 1223, 2122]
article-heading: Celebrates 88th Birthday. [532, 880, 659, 893]
listing-line: 444 & 446 West 163rd St. 4 and 5 rooms. $22.00 and $24.00. [1239, 387, 1499, 399]
article-paragraph: Sunday last at St. David's both morning and evening services were largely attended. The rector, the Rev. E. G. Clifton, preached at both services. Miss Carrie Condy, soprano, was offertory soloist at both services. [19, 255, 241, 300]
article-paragraph: Mrs. L. L. Winters of this city spent Sunday in Washington, D. C. visiting her son, Clarence E. Lucas of Howard University. [480, 204, 711, 238]
ad-line: JOSEPH LEVY & SON, 389 Eighth Avenue [1365, 1277, 1589, 1290]
article-paragraph: The pastor will preach next Sunday morning and evening. The B. Y. P. U. tendered another interesting musical program Thursday evening, Miss Kennedy, the chairman, in charge. The audiences enjoyed a variety of musical talents. [248, 289, 475, 345]
article-paragraph: A large crowd was out on Friday night to witness the baptism of a number of candidates. The Rev. Mr. Powell baptized 18 new candidates. As results of his stirring sermons before the immersion 13 were converted. [248, 133, 475, 179]
listing-line: 133 WEST 132ND ST.—5 rooms and bath; steam heat. [1239, 539, 1475, 551]
article-paragraph: The Rev. Gilbert Wilson delivered the sermon Sunday evening from II Corinthians 5:1. The Rev. Willis I. King of Boston, Mass., will preach both morning and evening next Sunday. [19, 1114, 241, 1159]
ad-line: 48 WEST 136th ST., Cor. LENOX AVE. [1320, 86, 1634, 105]
ad-jacob-cisco [1005, 1401, 1227, 1513]
article-heading: St. David's. [102, 239, 158, 252]
article-paragraph: Mrs. John Baskerville, nee Miss Hattie Brinn of Norfolk, Va., has returned home after a three weeks' stay in the city as the guest of her brother, Mr. Jessee Brinn, East Hargett street. Mrs. Baskerville was summoned here by wire to see her mother who died soon after her arrival. [715, 413, 1003, 458]
ad-line: Apply to JANITOR or [1069, 610, 1163, 623]
article-paragraph: The Wm. J. Sewell Camp, No. 22, expect to make a fine showing this year in the memorial day services. [1005, 300, 1227, 323]
ad-line: 256 W. 47th Street [1361, 1603, 1594, 1633]
listing-line: 3 WEST 132ND ST.—5 rooms and bath. Rents $20 and $23. [1239, 811, 1498, 823]
